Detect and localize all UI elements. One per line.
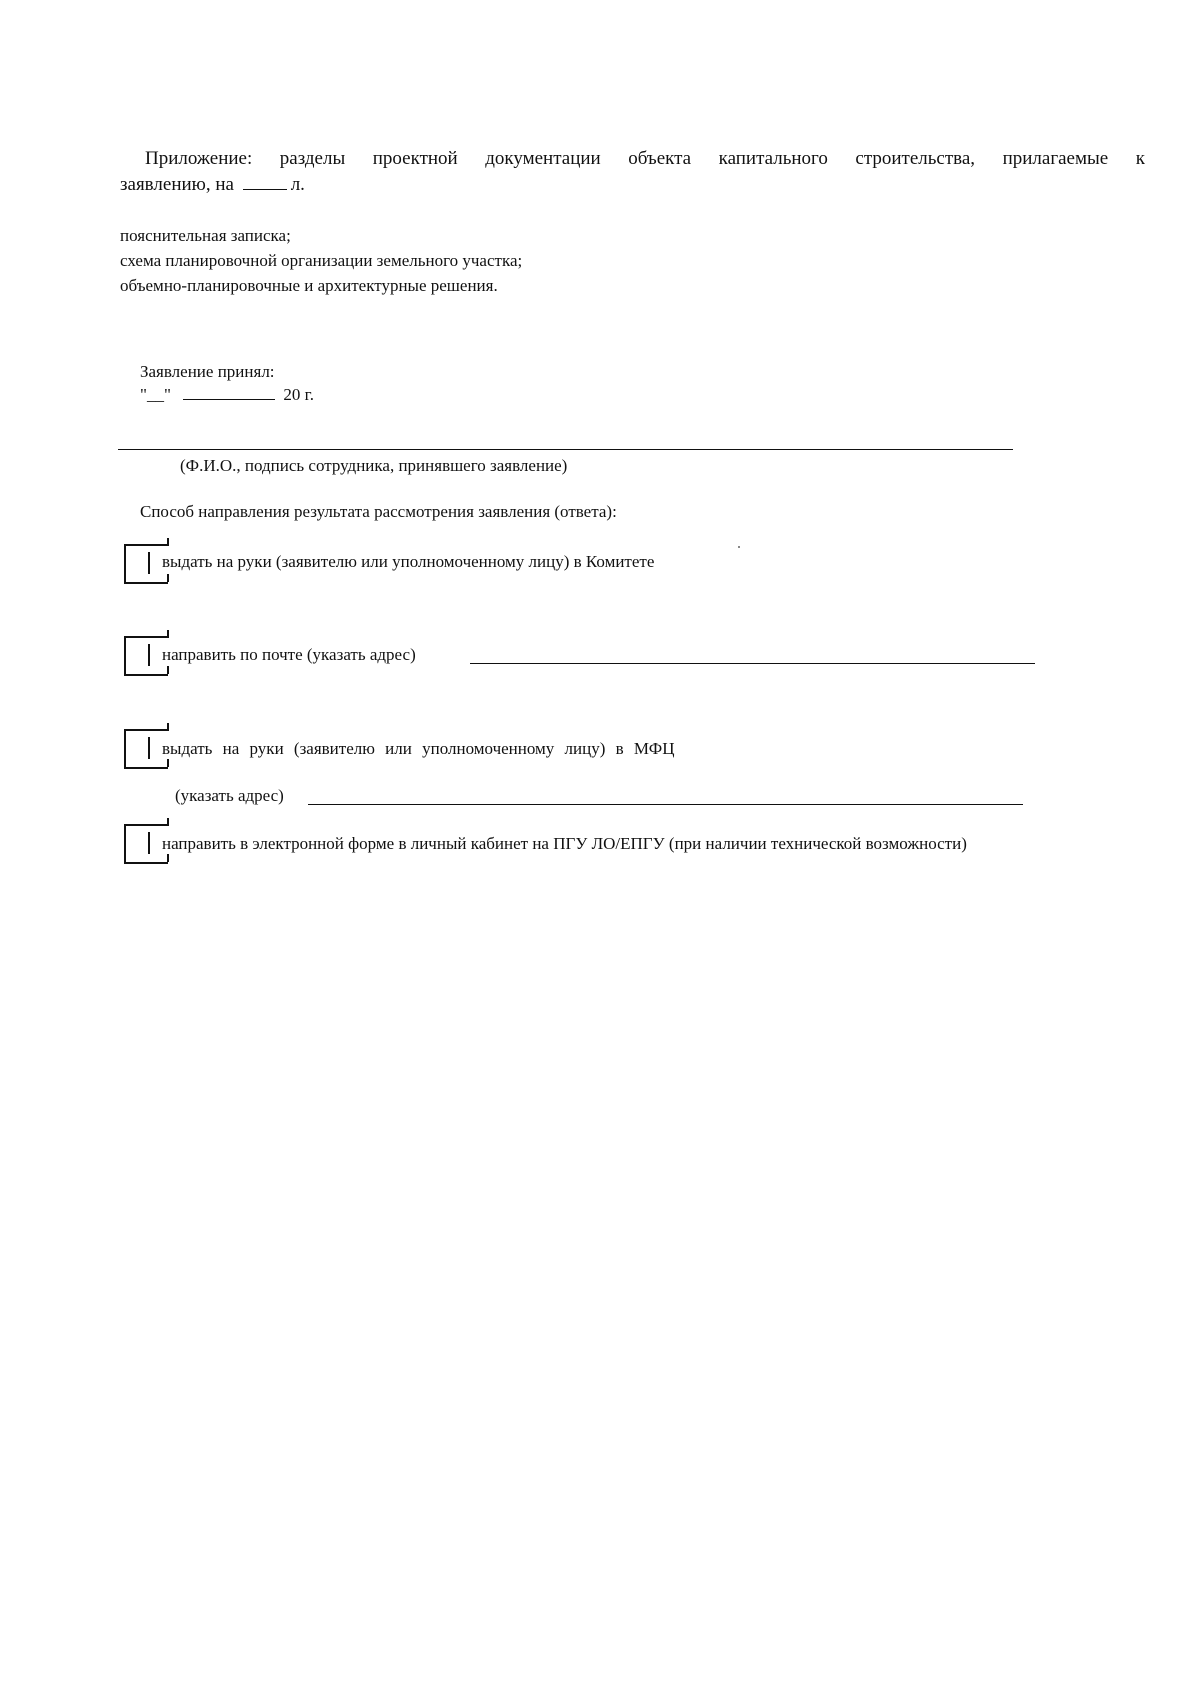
- delivery-method-title: Способ направления результата рассмотрения заявления (ответа):: [140, 502, 617, 521]
- attachment-line2-after: л.: [290, 174, 305, 195]
- checkbox-frame: [124, 582, 168, 584]
- mfc-address-field[interactable]: [308, 804, 1023, 805]
- accepted-label: Заявление принял:: [140, 362, 275, 381]
- checkbox-frame: [124, 729, 168, 731]
- checkbox-frame: [124, 544, 126, 582]
- checkbox-option-committee[interactable]: [124, 538, 160, 582]
- attachment-word: разделы: [279, 148, 346, 169]
- attachment-word: капитального: [718, 148, 828, 169]
- attachment-word: Приложение:: [145, 148, 253, 169]
- checkbox-frame: [124, 862, 168, 864]
- checkbox-option-mfc[interactable]: [124, 723, 160, 767]
- checkbox-frame: [167, 574, 169, 582]
- checkbox-option-post[interactable]: [124, 630, 160, 674]
- signature-line[interactable]: [118, 449, 1013, 450]
- checkbox-frame: [124, 729, 126, 767]
- signature-caption: (Ф.И.О., подпись сотрудника, принявшего заявление): [180, 456, 568, 475]
- checkbox-mark: [148, 737, 150, 759]
- list-item: пояснительная записка;: [120, 226, 291, 245]
- checkbox-frame: [124, 544, 168, 546]
- date-day[interactable]: "__": [140, 385, 171, 404]
- checkbox-frame: [167, 854, 169, 862]
- checkbox-frame: [167, 723, 169, 731]
- checkbox-mark: [148, 552, 150, 574]
- scan-dot: [738, 546, 740, 548]
- checkbox-frame: [124, 824, 126, 862]
- checkbox-mark: [148, 644, 150, 666]
- date-month-blank[interactable]: [183, 385, 275, 400]
- checkbox-frame: [124, 674, 168, 676]
- checkbox-frame: [124, 824, 168, 826]
- mfc-address-label: (указать адрес): [175, 786, 284, 805]
- sheet-count-blank[interactable]: [243, 175, 287, 190]
- attachment-word: строительства,: [855, 148, 976, 169]
- checkbox-frame: [124, 636, 126, 674]
- option-mfc-label: выдать на руки (заявителю или уполномоченному лицу) в МФЦ: [162, 739, 675, 758]
- list-item: объемно-планировочные и архитектурные решения.: [120, 276, 498, 295]
- attachment-line2-before: заявлению, на: [120, 174, 234, 195]
- documents-list: [120, 223, 522, 298]
- checkbox-option-electronic[interactable]: [124, 818, 160, 862]
- checkbox-frame: [167, 630, 169, 638]
- date-line: [140, 385, 314, 405]
- checkbox-mark: [148, 832, 150, 854]
- date-year: 20 г.: [283, 385, 314, 404]
- list-item: схема планировочной организации земельного участка;: [120, 251, 523, 270]
- checkbox-frame: [167, 666, 169, 674]
- attachment-line-2: [120, 174, 305, 196]
- attachment-word: объекта: [628, 148, 692, 169]
- option-post-label: направить по почте (указать адрес): [162, 645, 416, 664]
- attachment-word: прилагаемые: [1002, 148, 1109, 169]
- checkbox-frame: [167, 759, 169, 767]
- attachment-line-1: [145, 148, 1145, 170]
- option-committee-label: выдать на руки (заявителю или уполномоченному лицу) в Комитете: [162, 552, 655, 571]
- checkbox-frame: [167, 818, 169, 826]
- post-address-field[interactable]: [470, 663, 1035, 664]
- checkbox-frame: [124, 636, 168, 638]
- attachment-word: проектной: [372, 148, 458, 169]
- attachment-word: документации: [485, 148, 601, 169]
- checkbox-frame: [167, 538, 169, 546]
- checkbox-frame: [124, 767, 168, 769]
- attachment-word: к: [1135, 148, 1145, 169]
- option-electronic-label: направить в электронной форме в личный кабинет на ПГУ ЛО/ЕПГУ (при наличии технической возможности): [162, 834, 967, 853]
